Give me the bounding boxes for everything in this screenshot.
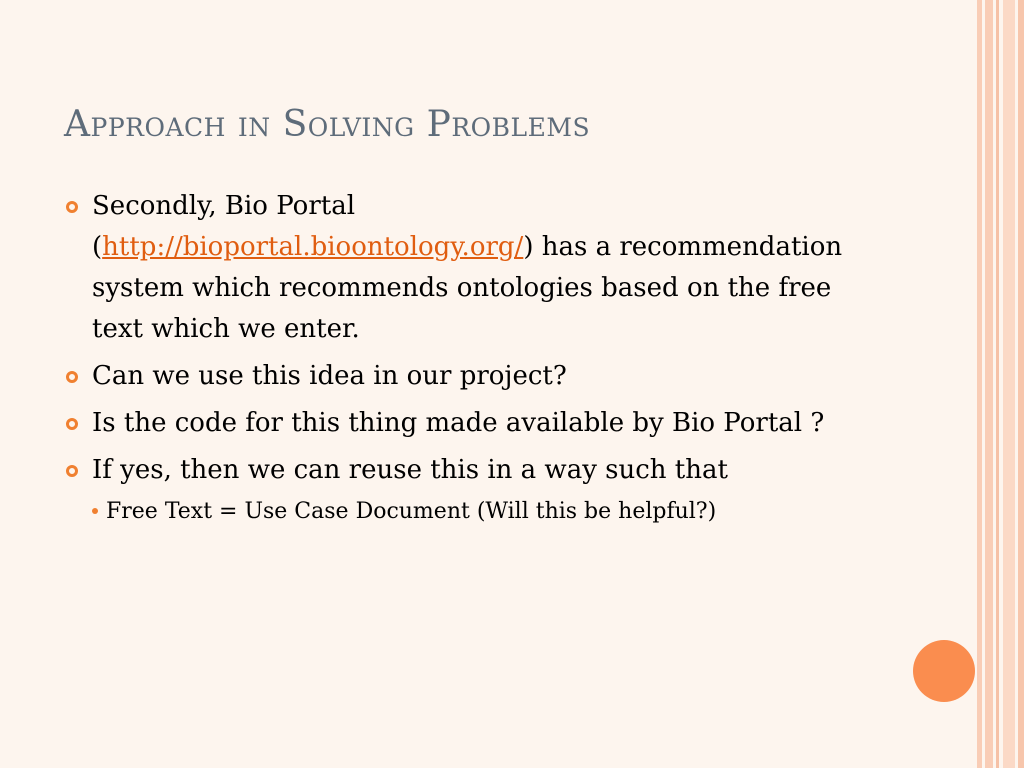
bullet-list (64, 186, 884, 528)
paren-open: ( (92, 232, 103, 262)
bullet-item (64, 186, 884, 350)
border-stripe (996, 0, 999, 768)
border-stripe (1003, 0, 1015, 768)
border-stripe (977, 0, 982, 768)
slide-title: Approach in Solving Problems (64, 104, 591, 145)
solid-dot-bullet-icon (92, 508, 98, 514)
bullet-text: Can we use this idea in our project? (92, 361, 567, 391)
bullet-text: If yes, then we can reuse this in a way such that (92, 455, 728, 485)
bullet-item (64, 403, 884, 444)
bullet-text-continued: ) has a recommendation system which recommends ontologies based on the free text which we enter. (92, 232, 843, 344)
sub-bullet-text: Free Text = Use Case Document (Will this be helpful?) (106, 499, 717, 524)
decorative-circle (913, 640, 975, 702)
border-stripe (985, 0, 993, 768)
hollow-circle-bullet-icon (66, 418, 78, 430)
bullet-item (64, 450, 884, 491)
bullet-text: Secondly, Bio Portal (92, 191, 356, 221)
bullet-item (64, 356, 884, 397)
hollow-circle-bullet-icon (66, 371, 78, 383)
hollow-circle-bullet-icon (66, 465, 78, 477)
sub-bullet-item (92, 495, 746, 528)
bioportal-link[interactable]: http://bioportal.bioontology.org/ (102, 232, 524, 262)
border-stripe (1018, 0, 1024, 768)
hollow-circle-bullet-icon (66, 201, 78, 213)
bullet-text: Is the code for this thing made available by Bio Portal ? (92, 408, 825, 438)
